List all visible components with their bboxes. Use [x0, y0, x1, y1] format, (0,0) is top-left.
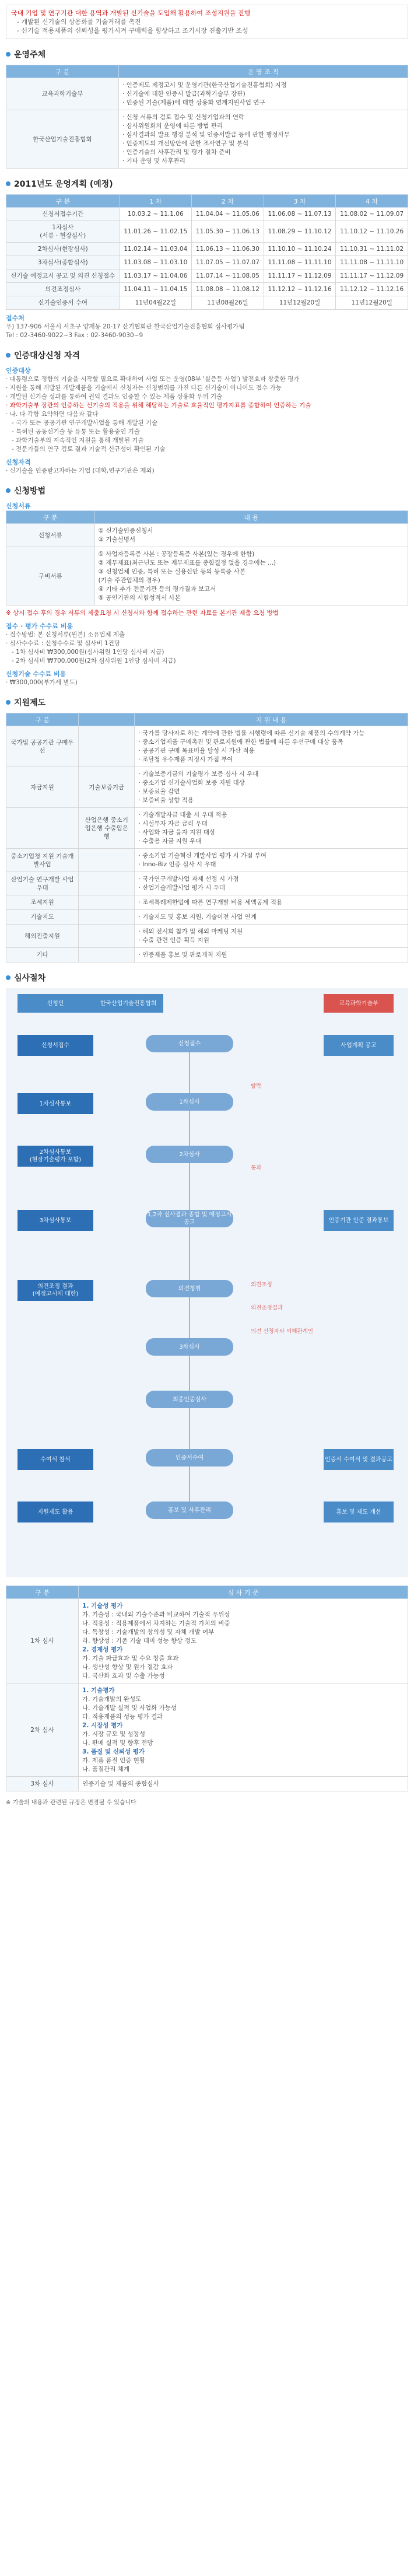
support-item: · 사업화 자금 융자 지원 대상	[138, 829, 216, 836]
flow-left-step: 2차심사통보 (현장기술평가 포함)	[17, 1146, 93, 1167]
schedule-cell: 11.10.31 ~ 11.11.02	[336, 243, 408, 256]
support-row	[6, 910, 408, 925]
criteria-row-items	[79, 1599, 408, 1684]
support-item: · Inno-Biz 인증 심사 시 우대	[138, 861, 216, 868]
support-row	[6, 726, 408, 767]
schedule-table	[6, 194, 408, 310]
org-row-items	[118, 78, 408, 110]
support-row-group: 산업기술 연구개발 사업 우대	[6, 872, 79, 895]
flow-col-header-applicant: 신청인	[17, 994, 93, 1013]
method-item: ⑤ 공인기관의 시험성적서 사본	[98, 594, 181, 601]
schedule-cell: 11.11.17 ~ 11.12.09	[264, 270, 336, 283]
method-sub-2: 접수 · 평가 수수료 비용	[6, 622, 73, 630]
schedule-header: 3 차	[264, 195, 336, 208]
criteria-table	[6, 1586, 408, 1791]
support-row	[6, 925, 408, 948]
support-row	[6, 872, 408, 895]
criteria-item: 가. 제품 품질 인증 현황	[82, 1757, 145, 1764]
schedule-cell: 11.10.12 ~ 11.10.26	[336, 221, 408, 243]
schedule-cell: 11년12월20일	[264, 296, 336, 310]
bullet-icon	[6, 975, 10, 980]
support-header-4: 지 원 내 용	[135, 713, 408, 726]
criteria-item: 나. 적용성 : 적용제품에서 차지하는 기술적 가치의 비중	[82, 1620, 230, 1627]
schedule-header: 2 차	[192, 195, 264, 208]
eligibility-p2: · 개발된 신기술 성과를 통하여 권익 결과도 인증할 수 있는 제품 상용화 우위 기술	[6, 393, 223, 400]
schedule-cell: 11년08월26일	[192, 296, 264, 310]
flow-connector	[189, 1466, 190, 1502]
footer-note: ※ 기술의 내용과 관련된 규정은 변경될 수 있습니다	[6, 1800, 136, 1806]
flow-connector	[189, 1356, 190, 1391]
support-row-group: 국가및 공공기관 구매우선	[6, 726, 79, 767]
method-row-items	[94, 547, 408, 606]
method-item: ② 기술설명서	[98, 536, 136, 543]
flow-right-step: 인증서 수여식 및 결과공고	[324, 1449, 394, 1470]
criteria-item: 나. 판매 실적 및 향후 전망	[82, 1740, 153, 1746]
intro-box	[6, 5, 408, 39]
flow-side-label: 의견조정	[251, 1282, 272, 1288]
org-row	[6, 78, 408, 110]
criteria-item-list	[82, 1686, 404, 1773]
schedule-cell: 3차심사(종합심사)	[6, 256, 120, 270]
org-item: · 심사결과의 발표 행정 분석 및 인증서발급 등에 관한 행정사무	[122, 131, 290, 138]
flow-mid-step: 3차심사	[146, 1338, 233, 1356]
criteria-item: 나. 기술개발 실적 및 사업화 가능성	[82, 1704, 177, 1712]
criteria-item-list	[82, 1602, 404, 1680]
support-item: · 기술보증기금의 기술평가 보증 심사 시 우대	[138, 771, 259, 778]
eligibility-p4-title: · 나. 다 각항 요약하면 다음과 같다	[6, 411, 99, 418]
support-item: · 시설투자 자금 금리 우대	[138, 820, 208, 827]
support-row-items	[135, 849, 408, 872]
criteria-row-name: 1차 심사	[6, 1599, 79, 1684]
schedule-cell: 11.08.08 ~ 11.08.12	[192, 283, 264, 296]
criteria-row-name: 2차 심사	[6, 1684, 79, 1777]
schedule-cell: 11년12월20일	[336, 296, 408, 310]
criteria-item: 2. 시장성 평가	[82, 1722, 123, 1729]
flow-connector	[189, 1163, 190, 1210]
support-item: · 조달청 우수제품 지정시 가점 부여	[138, 756, 233, 763]
schedule-cell: 11.01.26 ~ 11.02.15	[120, 221, 192, 243]
section-title-eligibility: 인증대상신청 자격	[6, 349, 408, 361]
schedule-cell: 11.04.11 ~ 11.04.15	[120, 283, 192, 296]
flow-mid-step: 1,2차 심사결과 종합 및 예정고시공고	[146, 1210, 233, 1227]
support-item-list	[138, 928, 404, 944]
support-row-sub	[79, 726, 135, 767]
flow-connector	[189, 1408, 190, 1449]
schedule-header: 4 차	[336, 195, 408, 208]
criteria-row	[6, 1777, 408, 1791]
schedule-cell: 신청서접수기간	[6, 208, 120, 221]
schedule-cell: 1차심사 (서류 · 현장심사)	[6, 221, 120, 243]
method-item: (기술 주관업체의 경우)	[98, 577, 160, 584]
contact-title: 접수처	[6, 314, 24, 322]
support-item: · 산업기술개발사업 평가 시 우대	[138, 884, 226, 891]
eligibility-p5: · 신기술을 인증받고자하는 기업 (대학,연구기관은 제외)	[6, 467, 155, 474]
schedule-cell: 11.04.04 ~ 11.05.06	[192, 208, 264, 221]
intro-line-1: 국내 기업 및 연구기관 대한 용역과 개발된 신기술을 도입해 활용하여 조성지원을 진행	[11, 9, 251, 17]
support-row-sub	[79, 925, 135, 948]
flow-chart	[6, 988, 408, 1577]
support-row-group: 조세지원	[6, 895, 79, 910]
method-item: ① 사업자등록증 사본 : 공장등록증 사본(있는 경우에 한함)	[98, 551, 255, 558]
eligibility-p4-3: - 전문가들의 연구 검토 결과 기술적 신규성이 확인된 기술	[12, 446, 166, 453]
flow-mid-step: 1차심사	[146, 1093, 233, 1111]
support-row-sub	[79, 872, 135, 895]
criteria-item: 가. 기술성 : 국내외 기술수준과 비교하여 기술적 우위성	[82, 1611, 230, 1618]
section-title-support: 지원제도	[6, 696, 408, 708]
org-item: · 신기술에 대한 인증서 발급(과학기술부 장관)	[122, 90, 245, 97]
support-item: · 수출 관련 인증 획득 지원	[138, 937, 209, 944]
schedule-cell: 11.11.17 ~ 11.12.09	[336, 270, 408, 283]
method-header-2: 내 용	[94, 511, 408, 524]
flow-mid-step: 2차심사	[146, 1146, 233, 1163]
support-row-group	[6, 808, 79, 849]
flow-mid-step: 최종인증심사	[146, 1391, 233, 1408]
flow-col-header-kiat: 한국산업기술진흥협회	[93, 994, 163, 1013]
schedule-cell: 11.12.12 ~ 11.12.16	[264, 283, 336, 296]
method-item: ① 신기술인증신청서	[98, 527, 153, 534]
support-row-items	[135, 808, 408, 849]
support-item: · 기술지도 및 홍보 지원, 기술이전 사업 연계	[138, 914, 257, 921]
support-row-items	[135, 726, 408, 767]
eligibility-p4-2: - 과학기술부의 지속적인 지원을 통해 개발된 기술	[12, 437, 144, 444]
support-item: · 보증비율 상향 적용	[138, 797, 194, 804]
method-row	[6, 524, 408, 547]
schedule-cell: 11.05.30 ~ 11.06.13	[192, 221, 264, 243]
schedule-header: 구 분	[6, 195, 120, 208]
flow-right-step: 인증기관 인준 결과통보	[324, 1210, 394, 1231]
eligibility-sub-2: 신청자격	[6, 459, 31, 466]
intro-line-2: - 개발된 신기술의 상용화를 기술거래를 촉진	[17, 18, 141, 26]
org-item-list	[122, 113, 404, 165]
support-item-list	[138, 898, 404, 907]
flow-connector	[189, 1111, 190, 1146]
schedule-cell: 신기술인증서 수여	[6, 296, 120, 310]
eligibility-sub-1: 인증대상	[6, 367, 31, 374]
method-item-list	[99, 550, 404, 602]
eligibility-p3: · 과학기술부 장관의 인증하는 신기술의 적용을 위해 해당하는 기술로 효율적인 평가지표를 종합하여 인증하는 기술	[6, 402, 311, 409]
schedule-cell: 11.07.05 ~ 11.07.07	[192, 256, 264, 270]
method-row	[6, 547, 408, 606]
schedule-row	[6, 243, 408, 256]
criteria-item: 라. 향상성 : 기존 기술 대비 성능 향상 정도	[82, 1637, 197, 1644]
schedule-cell: 11.08.02 ~ 11.09.07	[336, 208, 408, 221]
criteria-header-2: 심 사 기 준	[79, 1586, 408, 1599]
support-row-group: 기술지도	[6, 910, 79, 925]
schedule-row	[6, 256, 408, 270]
support-row-group: 기타	[6, 948, 79, 963]
criteria-row-items	[79, 1777, 408, 1791]
method-p1-1: · 심사수수료 : 신청수수료 및 심사비 1건당	[6, 640, 120, 647]
criteria-item: 2. 경제성 평가	[82, 1646, 123, 1653]
support-row-group: 자금지원	[6, 767, 79, 808]
criteria-row	[6, 1599, 408, 1684]
support-row-sub: 산업은행 중소기업은행 수출입은행	[79, 808, 135, 849]
schedule-row	[6, 283, 408, 296]
method-sub-3: 신청기술 수수료 비용	[6, 670, 66, 678]
method-row-name: 구비서류	[6, 547, 95, 606]
schedule-cell: 11.11.08 ~ 11.11.10	[336, 256, 408, 270]
eligibility-p4-0: - 국가 또는 공공기관 연구개발사업을 통해 개발된 기술	[12, 419, 158, 426]
support-item: · 공공기관 구매 목표비율 달성 시 가산 적용	[138, 747, 255, 754]
support-item: · 국가연구개발사업 과제 선정 시 가점	[138, 876, 239, 883]
support-row-items	[135, 925, 408, 948]
schedule-cell: 2차심사(현장심사)	[6, 243, 120, 256]
support-item-list	[138, 951, 404, 959]
flow-side-label: 의견 신청자와 이해관계인	[251, 1328, 313, 1335]
section-title-schedule: 2011년도 운영계획 (예정)	[6, 178, 408, 190]
support-row	[6, 808, 408, 849]
criteria-item: 인증기술 및 제품의 종합심사	[82, 1780, 159, 1787]
org-row-name: 교육과학기술부	[6, 78, 119, 110]
support-row-group: 해외진출지원	[6, 925, 79, 948]
schedule-cell: 10.03.2 ~ 11.1.06	[120, 208, 192, 221]
bullet-icon	[6, 488, 10, 493]
support-item-list	[138, 770, 404, 804]
flow-mid-step: 의견청취	[146, 1280, 233, 1297]
schedule-cell: 11.06.08 ~ 11.07.13	[264, 208, 336, 221]
method-row-items	[94, 524, 408, 547]
method-warn: ※ 상시 접수 후의 경우 서류의 제출요청 시 신청서와 함께 접수하는 관련 자료를 본기관 제출 요청 방법	[6, 610, 279, 617]
method-item: ④ 기타 추가 전문기관 등의 평가결과 보고서	[98, 586, 216, 593]
intro-line-3: - 신기술 적용제품의 신뢰성을 평가시켜 구매력을 향상하고 조기시장 진출기반 조성	[17, 27, 248, 34]
schedule-cell: 11.08.29 ~ 11.10.12	[264, 221, 336, 243]
support-item: · 수출용 자금 지원 우대	[138, 838, 202, 845]
support-row-sub	[79, 948, 135, 963]
schedule-cell: 신기술 예정고시 공고 및 의견 신청접수	[6, 270, 120, 283]
org-item: · 기타 운영 및 사후관리	[122, 158, 185, 164]
flow-left-step: 수여식 참석	[17, 1449, 93, 1470]
support-item-list	[138, 852, 404, 869]
contact-line-2: Tel : 02-3460-9022~3 Fax : 02-3460-9030~9	[6, 332, 143, 339]
support-item: · 기술개발자금 대출 시 우대 적용	[138, 811, 227, 818]
method-p2: · ₩300,000(부가세 별도)	[6, 679, 78, 686]
support-item: · 해외 전시회 참가 및 해외 마케팅 지원	[138, 928, 243, 935]
method-row-name: 신청서류	[6, 524, 95, 547]
support-row-sub	[79, 849, 135, 872]
org-row-name: 한국산업기술진흥협회	[6, 110, 119, 169]
criteria-item-list	[82, 1780, 404, 1788]
support-item: · 인증제품 홍보 및 판로개척 지원	[138, 951, 227, 958]
support-item-list	[138, 729, 404, 764]
support-item: · 중소기업제품 구매촉진 및 판로지원에 관한 법률에 따른 우선구매 대상 품목	[138, 738, 343, 746]
eligibility-p1-0: · 대통령으로 정함의 기술을 시작할 필요로 확대하여 사업 또는 운영(08부 '실증등 사업') 발전효과 창출한 평가	[6, 376, 300, 383]
org-row-items	[118, 110, 408, 169]
flow-side-label: 의견조정결과	[251, 1305, 283, 1311]
schedule-row	[6, 221, 408, 243]
support-table	[6, 713, 408, 963]
flow-connector	[189, 1052, 190, 1093]
org-item: · 인증제도의 개선방안에 관한 조사연구 및 분석	[122, 140, 248, 147]
criteria-item: 3. 품질 및 신뢰성 평가	[82, 1748, 145, 1755]
org-item: · 심사위원회의 운영에 따른 방법 관리	[122, 123, 223, 130]
flow-right-step: 사업계획 공고	[324, 1035, 394, 1056]
schedule-cell: 11.11.08 ~ 11.11.10	[264, 256, 336, 270]
flow-left-step: 신청서접수	[17, 1035, 93, 1056]
support-row	[6, 849, 408, 872]
support-row-items	[135, 910, 408, 925]
criteria-item: 다. 국산화 효과 및 수출 가능성	[82, 1672, 165, 1679]
criteria-item: 다. 독창성 : 기술개발의 창의성 및 자체 개발 여부	[82, 1629, 215, 1636]
support-row	[6, 767, 408, 808]
method-item: ② 재무제표(최근년도 또는 재무제표를 종합결정 없을 경우에는 ...)	[98, 559, 276, 566]
org-table	[6, 65, 408, 169]
support-item: · 중소기업 기술혁신 개발사업 평가 시 가점 부여	[138, 852, 266, 859]
support-row-items	[135, 767, 408, 808]
support-row-items	[135, 948, 408, 963]
schedule-cell: 11.10.10 ~ 11.10.24	[264, 243, 336, 256]
org-item: · 신청 서류의 검토 접수 및 신청기업과의 연락	[122, 114, 245, 121]
flow-left-step: 의견조정 결과 (예정고시에 대한)	[17, 1280, 93, 1301]
criteria-row-name: 3차 심사	[6, 1777, 79, 1791]
support-item-list	[138, 875, 404, 892]
method-item: ③ 신청업체 인증, 특허 또는 실용신안 등의 등록증 사본	[98, 568, 246, 575]
support-header-2	[79, 713, 135, 726]
criteria-row-items	[79, 1684, 408, 1777]
criteria-item: 1. 기술평가	[82, 1687, 115, 1694]
support-row-sub	[79, 895, 135, 910]
flow-left-step: 3차심사통보	[17, 1210, 93, 1231]
schedule-cell: 11.03.08 ~ 11.03.10	[120, 256, 192, 270]
schedule-row	[6, 270, 408, 283]
method-sub-1: 신청서류	[6, 502, 31, 510]
support-item-list	[138, 913, 404, 921]
flow-mid-step: 신청접수	[146, 1035, 233, 1052]
org-item-list	[122, 81, 404, 107]
flow-connector	[189, 1227, 190, 1280]
schedule-cell: 11.03.17 ~ 11.04.06	[120, 270, 192, 283]
support-row-items	[135, 872, 408, 895]
method-p1-2: - 1차 심사비 ₩300,000원(심사위원 1인당 심사비 지급)	[12, 649, 164, 656]
support-item: · 중소기업 신기술사업화 보증 지원 대상	[138, 779, 245, 786]
flow-left-step: 지원제도 활용	[17, 1502, 93, 1522]
schedule-cell: 11.07.14 ~ 11.08.05	[192, 270, 264, 283]
support-row-items	[135, 895, 408, 910]
support-item: · 조세특례제한법에 따른 연구개발 비용 세액공제 적용	[138, 899, 282, 906]
support-item: · 보증료율 감면	[138, 788, 180, 795]
criteria-item: 1. 기술성 평가	[82, 1602, 123, 1609]
schedule-row	[6, 208, 408, 221]
criteria-row	[6, 1684, 408, 1777]
section-title-method: 신청방법	[6, 485, 408, 496]
contact-line-1: 우) 137-906 서울시 서초구 양재동 20-17 산기협회관 한국산업기술진흥협회 심사평가팀	[6, 323, 245, 330]
bullet-icon	[6, 52, 10, 57]
schedule-cell: 의견조정심사	[6, 283, 120, 296]
flow-side-label: 통과	[251, 1165, 262, 1171]
criteria-item: 나. 품질관리 체계	[82, 1766, 130, 1773]
support-item-list	[138, 811, 404, 845]
flow-mid-step: 인증서수여	[146, 1449, 233, 1466]
criteria-item: 다. 적용제품의 성능 평가 결과	[82, 1713, 163, 1720]
eligibility-p4-1: - 특허된 공동신기술 등 유통 또는 활용중인 기술	[12, 428, 140, 435]
criteria-item: 가. 시장 규모 및 성장성	[82, 1731, 145, 1738]
method-p1-3: - 2차 심사비 ₩700,000원(2차 심사위원 1인당 심사비 지급)	[12, 657, 176, 664]
method-header-1: 구 분	[6, 511, 95, 524]
method-table	[6, 510, 408, 606]
criteria-item: 가. 기술개발의 완성도	[82, 1696, 142, 1703]
support-row-sub	[79, 910, 135, 925]
support-row	[6, 895, 408, 910]
support-row	[6, 948, 408, 963]
section-title-org: 운영주체	[6, 48, 408, 60]
org-row	[6, 110, 408, 169]
criteria-item: 나. 생산성 향상 및 원가 절감 효과	[82, 1664, 173, 1671]
schedule-row	[6, 296, 408, 310]
schedule-cell: 11.02.14 ~ 11.03.04	[120, 243, 192, 256]
flow-side-label: 탈락	[251, 1083, 262, 1090]
bullet-icon	[6, 181, 10, 186]
schedule-cell: 11.12.12 ~ 11.12.16	[336, 283, 408, 296]
eligibility-p1-1: · 지원을 통해 개발된 개발제품을 기술에서 신청자는 신청범위를 가진 다른 신기술이 아니어도 접수 가능	[6, 384, 282, 391]
bullet-icon	[6, 353, 10, 358]
flow-connector	[189, 1297, 190, 1338]
schedule-cell: 11년04월22일	[120, 296, 192, 310]
org-item: · 인증된 기술(제품)에 대한 상용화 연계지원사업 연구	[122, 99, 265, 106]
section-title-flow: 심사절차	[6, 972, 408, 984]
method-item-list	[99, 527, 404, 544]
support-item: · 국가를 당사자로 하는 계약에 관한 법률 시행령에 따른 신기술 제품의 수의계약 가능	[138, 730, 365, 737]
org-item: · 인증제도 제정고시 및 운영기관(한국산업기술진흥협회) 지정	[122, 82, 287, 89]
criteria-item: 가. 기술 파급효과 및 수요 창출 효과	[82, 1655, 179, 1662]
method-p1-0: · 접수방법: 본 신청서류(원본) 소유업체 제출	[6, 631, 125, 638]
flow-col-header-ministry: 교육과학기술부	[324, 994, 394, 1013]
criteria-header-1: 구 분	[6, 1586, 79, 1599]
org-header-1: 구 분	[6, 65, 119, 78]
support-header-1: 구 분	[6, 713, 79, 726]
bullet-icon	[6, 700, 10, 705]
flow-left-step: 1차심사통보	[17, 1093, 93, 1114]
schedule-cell: 11.06.13 ~ 11.06.30	[192, 243, 264, 256]
org-header-2: 운 영 조 직	[118, 65, 408, 78]
flow-mid-step: 홍보 및 사후관리	[146, 1502, 233, 1519]
schedule-header: 1 차	[120, 195, 192, 208]
support-row-sub: 기술보증기금	[79, 767, 135, 808]
org-item: · 인증기술의 사후관리 및 평가 절차 준비	[122, 149, 231, 156]
support-row-group: 중소기업청 지원 기술개발사업	[6, 849, 79, 872]
flow-right-step: 홍보 및 제도 개선	[324, 1502, 394, 1522]
